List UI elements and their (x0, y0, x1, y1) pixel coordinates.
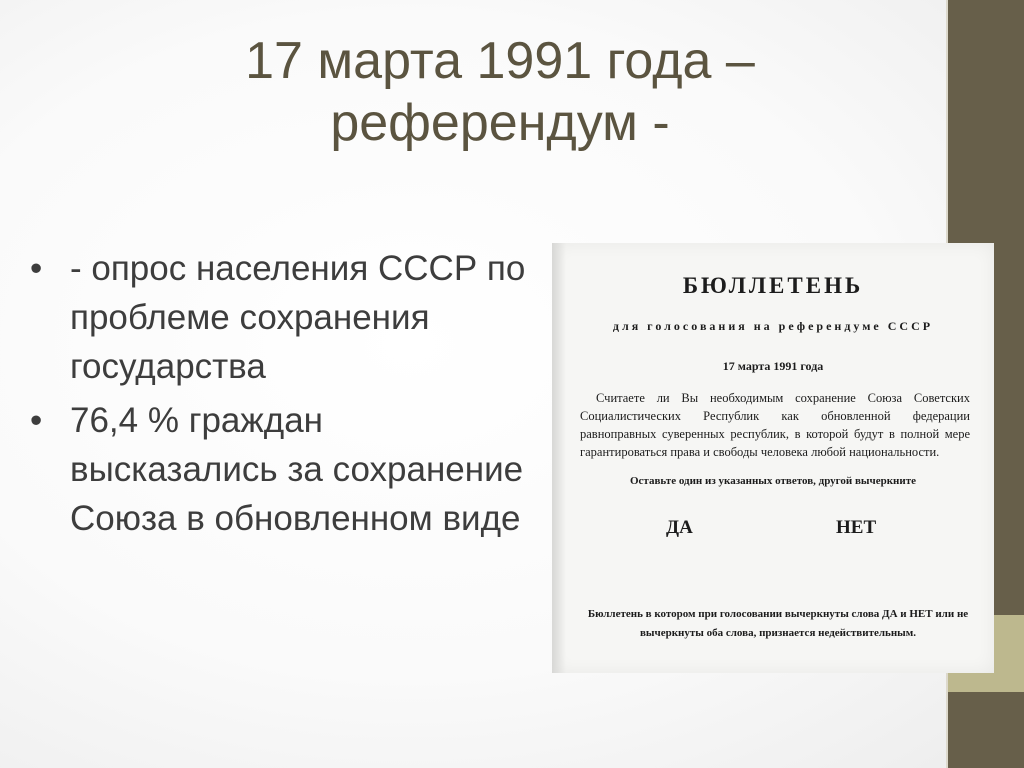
ballot-footer-note: Бюллетень в котором при голосовании вычеркнуты слова ДА и НЕТ или не вычеркнуты оба слова, признается недействительным. (587, 608, 969, 639)
bullet-dot-icon: • (30, 249, 43, 288)
bullet-item (30, 396, 540, 543)
ballot-option-yes: ДА (666, 517, 693, 538)
bullet-dot-icon: • (30, 401, 43, 440)
ballot-date: 17 марта 1991 года (722, 359, 824, 373)
slide-title-line-2: референдум - (330, 94, 670, 152)
ballot-instruction: Оставьте один из указанных ответов, другой вычеркните (629, 475, 917, 487)
ballot-question: Считаете ли Вы необходимым сохранение Союза Советских Социалистических Республик как обновленной федерации равноправных суверенных республик, в которой будут в полной мере гарантироваться права и свободы человека любой национальности. (580, 391, 970, 459)
bullet-text: 76,4 % граждан высказались за сохранение Союза в обновленном виде (70, 401, 524, 538)
ballot-option-no: НЕТ (836, 517, 877, 538)
bullet-list (30, 244, 540, 548)
slide-title (60, 30, 940, 154)
slide-title-line-1: 17 марта 1991 года – (245, 32, 755, 90)
ballot-heading: БЮЛЛЕТЕНЬ (682, 273, 864, 298)
bullet-item (30, 244, 540, 391)
bullet-text: - опрос населения СССР по проблеме сохранения государства (70, 249, 526, 386)
ballot-image (552, 243, 994, 673)
ballot-subheading: для голосования на референдуме СССР (612, 319, 934, 333)
